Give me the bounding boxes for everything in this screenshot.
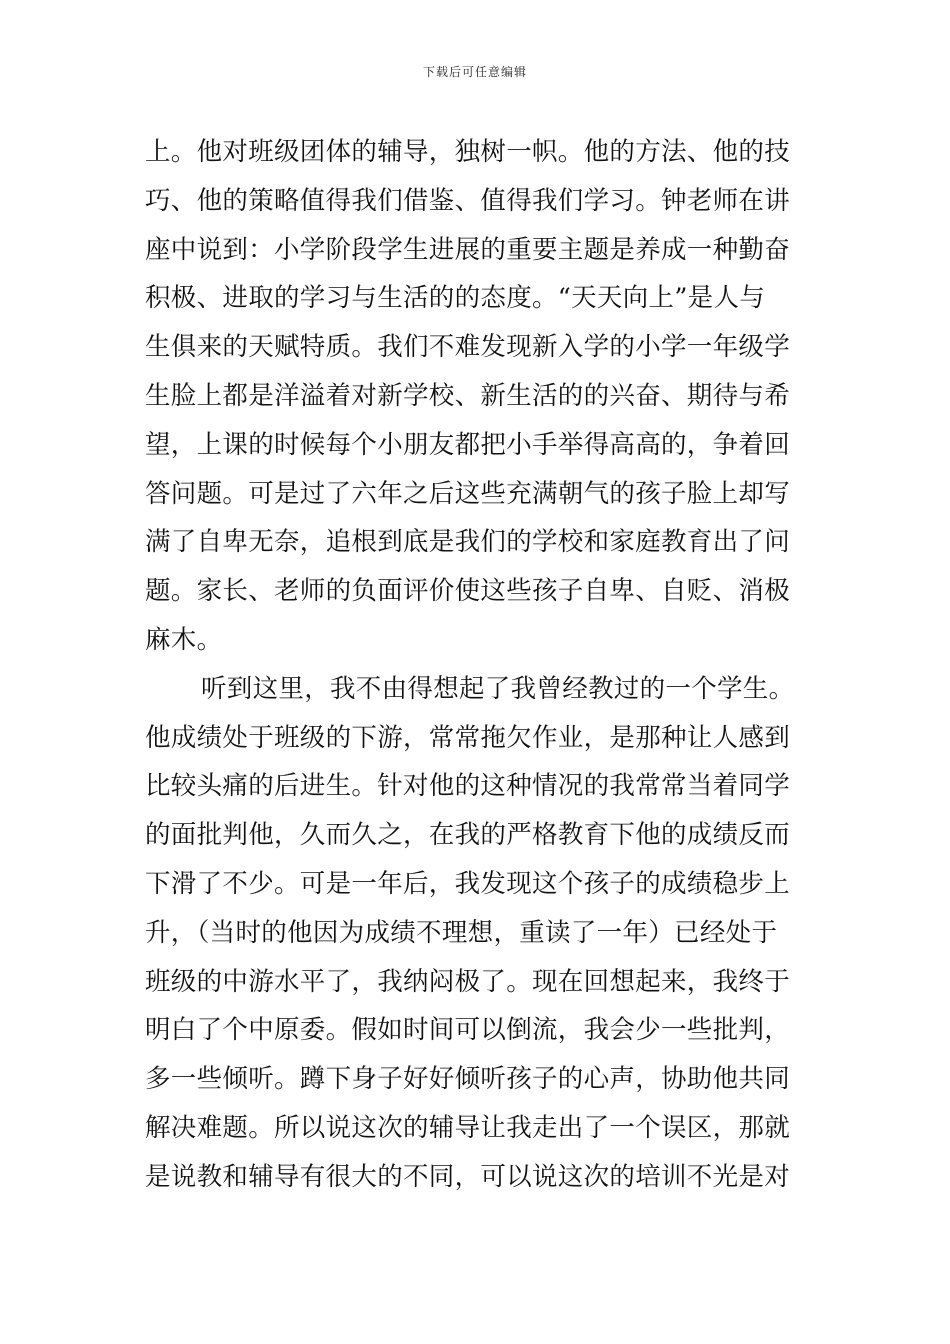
page-header: 下载后可任意编辑 [422, 65, 527, 79]
text-line: 升，（当时的他因为成绩不理想，重读了一年）已经处于 [145, 917, 778, 948]
text-line: 比较头痛的后进生。针对他的这种情况的我常常当着同学 [145, 771, 791, 802]
text-line: 班级的中游水平了，我纳闷极了。现在回想起来，我终于 [145, 966, 791, 997]
document-body [145, 128, 815, 1202]
text-line: 巧、他的策略值得我们借鉴、值得我们学习。钟老师在讲 [145, 185, 791, 216]
text-line: 座中说到：小学阶段学生进展的重要主题是养成一种勤奋 [145, 234, 791, 265]
text-line: 是说教和辅导有很大的不同，可以说这次的培训不光是对 [145, 1161, 791, 1192]
text-line: 答问题。可是过了六年之后这些充满朝气的孩子脸上却写 [145, 478, 791, 509]
text-line: 解决难题。所以说这次的辅导让我走出了一个误区，那就 [145, 1112, 791, 1143]
text-line: 多一些倾听。蹲下身子好好倾听孩子的心声，协助他共同 [145, 1064, 791, 1095]
text-line: 生脸上都是洋溢着对新学校、新生活的的兴奋、期待与希 [145, 380, 791, 411]
paragraph-1 [145, 128, 815, 665]
text-line: 麻木。 [145, 624, 223, 655]
text-line-first-indented: 听到这里，我不由得想起了我曾经教过的一个学生。 [201, 673, 795, 704]
text-line: 生俱来的天赋特质。我们不难发现新入学的小学一年级学 [145, 332, 791, 363]
text-line: 他成绩处于班级的下游，常常拖欠作业，是那种让人感到 [145, 722, 791, 753]
text-line: 上。他对班级团体的辅导，独树一帜。他的方法、他的技 [145, 137, 791, 167]
text-line: 题。家长、老师的负面评价使这些孩子自卑、自贬、消极 [145, 576, 791, 607]
text-line: 望，上课的时候每个小朋友都把小手举得高高的，争着回 [145, 429, 791, 460]
text-line: 下滑了不少。可是一年后，我发现这个孩子的成绩稳步上 [145, 868, 791, 899]
text-line: 满了自卑无奈，追根到底是我们的学校和家庭教育出了问 [145, 527, 791, 558]
text-line: 明白了个中原委。假如时间可以倒流，我会少一些批判， [145, 1015, 791, 1046]
paragraph-2 [145, 665, 815, 1202]
text-line: 的面批判他，久而久之，在我的严格教育下他的成绩反而 [145, 820, 791, 851]
text-line: 积极、进取的学习与生活的的态度。“天天向上”是人与 [145, 283, 766, 314]
